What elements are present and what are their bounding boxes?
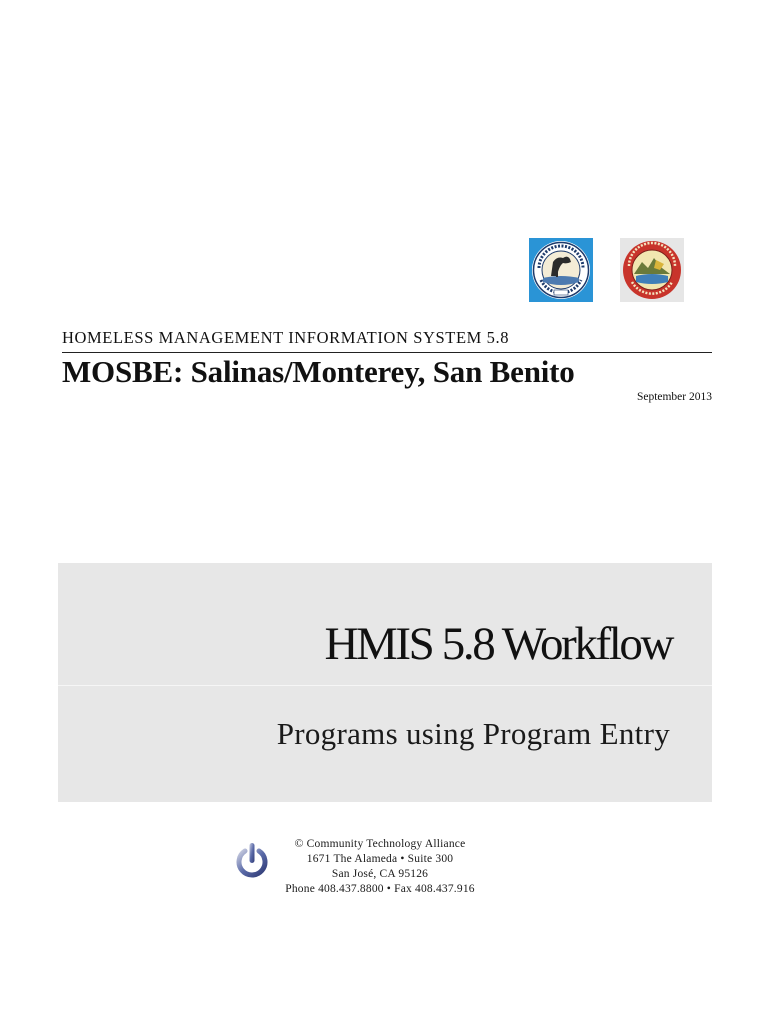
system-heading: HOMELESS MANAGEMENT INFORMATION SYSTEM 5.8 [62,328,510,347]
san-benito-seal-graphic [620,238,684,302]
monterey-county-seal [529,238,593,302]
workflow-subtitle: Programs using Program Entry [276,716,670,751]
region-title: MOSBE: Salinas/Monterey, San Benito [62,354,575,389]
address-line-1: 1671 The Alameda • Suite 300 [306,853,454,865]
monterey-seal-graphic [529,238,593,302]
heading-divider [62,352,712,353]
copyright-line: © Community Technology Alliance [294,838,466,850]
san-benito-county-seal [620,238,684,302]
contact-block [262,837,498,897]
band-divider [58,685,712,686]
phone-fax-line: Phone 408.437.8800 • Fax 408.437.916 [285,883,475,895]
workflow-title: HMIS 5.8 Workflow [324,618,672,670]
document-date: September 2013 [636,391,712,403]
address-line-2: San José, CA 95126 [331,868,429,880]
title-band [58,563,712,802]
